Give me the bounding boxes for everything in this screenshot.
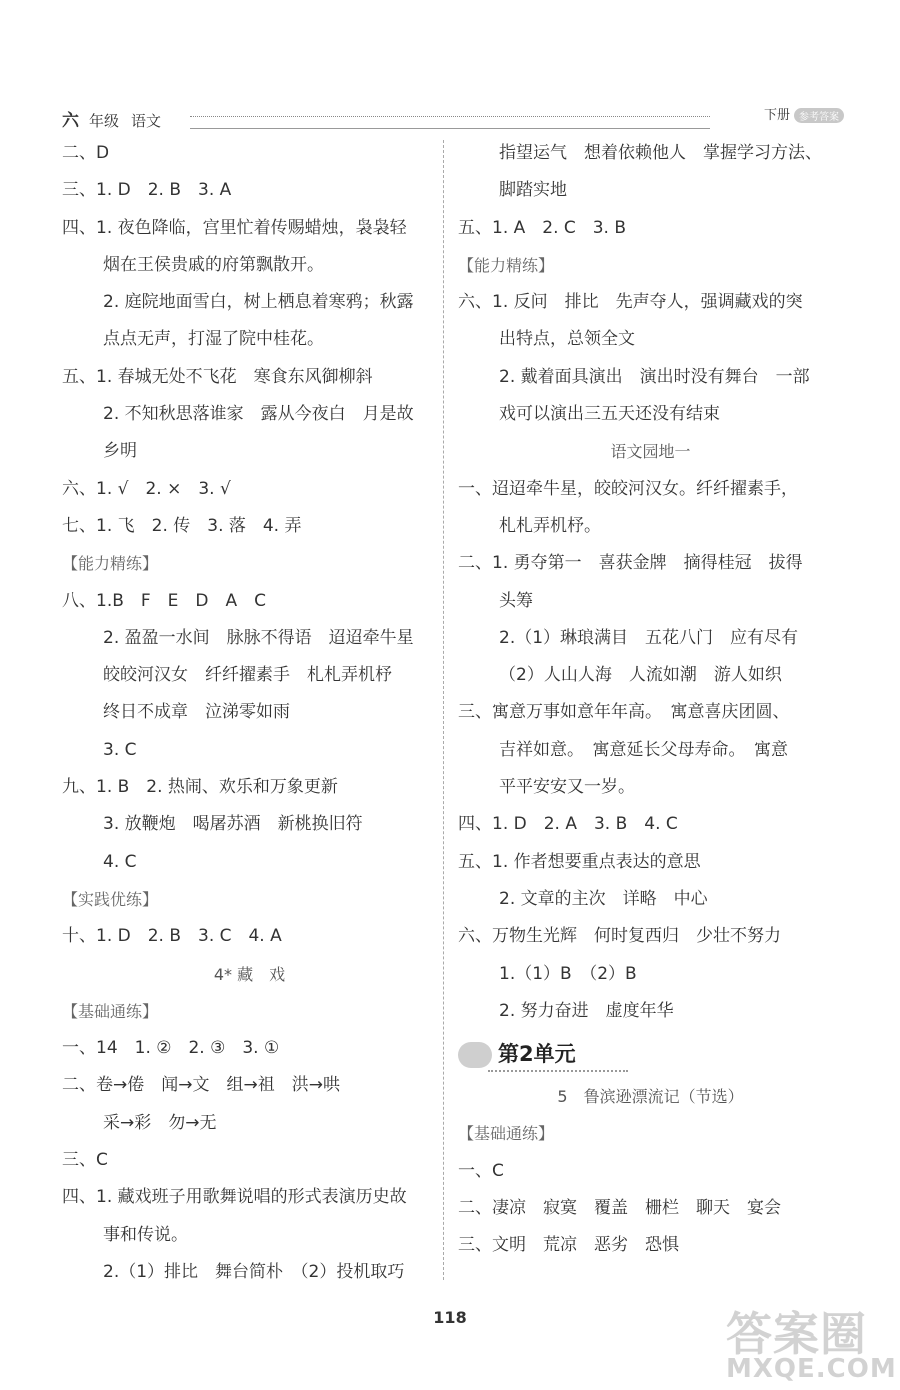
answer-line-continued: 2. 不知秋思落谁家 露从今夜白 月是故: [103, 404, 414, 425]
header-left: [62, 106, 161, 131]
page-number: 118: [433, 1308, 467, 1327]
answer-line-continued: 采→彩 勿→无: [103, 1112, 217, 1133]
header-volume: 下册: [763, 108, 790, 123]
answer-line: 七、1. 飞 2. 传 3. 落 4. 弄: [62, 515, 302, 536]
watermark-url: MXQE.COM: [726, 1354, 897, 1384]
answer-line-continued: 札札弄机杼。: [499, 515, 601, 536]
section-label: 【基础通练】: [62, 1001, 159, 1021]
answer-line-continued: 点点无声，打湿了院中桂花。: [103, 329, 324, 350]
left-column: [62, 135, 437, 1291]
answer-line: 四、1. 藏戏班子用歌舞说唱的形式表演历史故: [62, 1187, 407, 1208]
section-label: 【能力精练】: [458, 255, 555, 275]
answer-line-continued: 1.（1）B （2）B: [499, 963, 637, 984]
answer-line-continued: 4. C: [103, 851, 137, 872]
answer-line-continued: 烟在王侯贵戚的府第飘散开。: [103, 254, 324, 275]
answer-line-continued: 平平安安又一岁。: [499, 777, 635, 798]
answer-line: 六、万物生光辉 何时复西归 少壮不努力: [458, 926, 781, 947]
unit-dotted-rule: [488, 1070, 628, 1072]
answer-line-continued: 3. C: [103, 739, 137, 760]
answer-key-badge: 参考答案: [794, 108, 844, 123]
answer-line: 二、凄凉 寂寞 覆盖 栅栏 聊天 宴会: [458, 1198, 781, 1219]
section-label: 【基础通练】: [458, 1124, 555, 1144]
header-grade-word: 年级: [89, 112, 120, 130]
answer-line: 三、文明 荒凉 恶劣 恐惧: [458, 1235, 679, 1256]
answer-line: 五、1. 作者想要重点表达的意思: [458, 851, 701, 872]
answer-line: 九、1. B 2. 热闹、欢乐和万象更新: [62, 777, 338, 798]
right-column: [458, 135, 843, 1265]
answer-line-continued: （2）人山人海 人流如潮 游人如织: [499, 665, 782, 686]
answer-line: 六、1. 反问 排比 先声夺人，强调藏戏的突: [458, 292, 803, 313]
answer-line: 一、C: [458, 1160, 504, 1181]
answer-line-continued: 3. 放鞭炮 喝屠苏酒 新桃换旧符: [103, 814, 363, 835]
answer-line: 一、14 1. ② 2. ③ 3. ①: [62, 1038, 280, 1059]
lesson-title: 5 鲁滨逊漂流记（节选）: [557, 1087, 744, 1107]
answer-line-continued: 2. 文章的主次 详略 中心: [499, 888, 708, 909]
unit-title: 第2单元: [498, 1042, 576, 1067]
page-header: [62, 104, 844, 134]
header-right: [764, 104, 844, 123]
answer-line: 四、1. D 2. A 3. B 4. C: [458, 814, 678, 835]
answer-line-continued: 终日不成章 泣涕零如雨: [103, 702, 290, 723]
answer-line: 二、卷→倦 闻→文 组→祖 洪→哄: [62, 1075, 340, 1096]
answer-line: 一、迢迢牵牛星，皎皎河汉女。纤纤擢素手，: [458, 478, 798, 499]
answer-line-continued: 2. 戴着面具演出 演出时没有舞台 一部: [499, 366, 810, 387]
header-grade: 六: [62, 111, 79, 131]
answer-line: 二、D: [62, 143, 110, 163]
unit-badge-icon: [458, 1042, 492, 1068]
answer-line: 十、1. D 2. B 3. C 4. A: [62, 926, 282, 947]
answer-line-continued: 头筹: [499, 590, 533, 611]
answer-line-continued: 吉祥如意。 寓意延长父母寿命。 寓意: [499, 739, 788, 760]
answer-line-continued: 2.（1）排比 舞台简朴 （2）投机取巧: [103, 1261, 405, 1282]
site-watermark: [726, 1298, 897, 1384]
unit-heading: [458, 1030, 843, 1078]
answer-line: 六、1. √ 2. × 3. √: [62, 478, 231, 499]
answer-line-continued: 2. 庭院地面雪白，树上栖息着寒鸦；秋露: [103, 292, 414, 313]
answer-line-continued: 事和传说。: [103, 1224, 188, 1245]
answer-line: 二、1. 勇夺第一 喜获金牌 摘得桂冠 拔得: [458, 553, 803, 574]
answer-line-continued: 2. 盈盈一水间 脉脉不得语 迢迢牵牛星: [103, 627, 414, 648]
answer-line-continued: 指望运气 想着依赖他人 掌握学习方法、: [499, 143, 822, 163]
answer-line: 五、1. 春城无处不飞花 寒食东风御柳斜: [62, 366, 373, 387]
header-subject: 语文: [131, 112, 162, 130]
answer-line-continued: 2.（1）琳琅满目 五花八门 应有尽有: [499, 627, 799, 648]
section-label: 【能力精练】: [62, 554, 159, 574]
answer-line: 四、1. 夜色降临，宫里忙着传赐蜡烛，袅袅轻: [62, 217, 407, 238]
section-label: 【实践优练】: [62, 889, 159, 909]
answer-line: 三、寓意万事如意年年高。 寓意喜庆团圆、: [458, 702, 790, 723]
header-dotted-rule: [190, 116, 710, 117]
answer-line: 三、C: [62, 1150, 108, 1171]
lesson-title: 语文园地一: [610, 442, 691, 462]
column-divider: [443, 140, 444, 1280]
watermark-logo-text: 答案圈: [726, 1307, 867, 1361]
answer-line-continued: 出特点，总领全文: [499, 329, 635, 350]
answer-line-continued: 2. 努力奋进 虚度年华: [499, 1000, 674, 1021]
header-rule: [190, 128, 710, 129]
answer-line-continued: 戏可以演出三五天还没有结束: [499, 404, 720, 425]
answer-line: 五、1. A 2. C 3. B: [458, 217, 627, 238]
answer-line-continued: 乡明: [103, 441, 137, 462]
answer-line: 八、1.B F E D A C: [62, 590, 266, 611]
answer-line: 三、1. D 2. B 3. A: [62, 180, 232, 201]
lesson-title: 4* 藏 戏: [213, 964, 286, 984]
answer-line-continued: 皎皎河汉女 纤纤擢素手 札札弄机杼: [103, 665, 392, 686]
answer-line-continued: 脚踏实地: [499, 180, 567, 201]
